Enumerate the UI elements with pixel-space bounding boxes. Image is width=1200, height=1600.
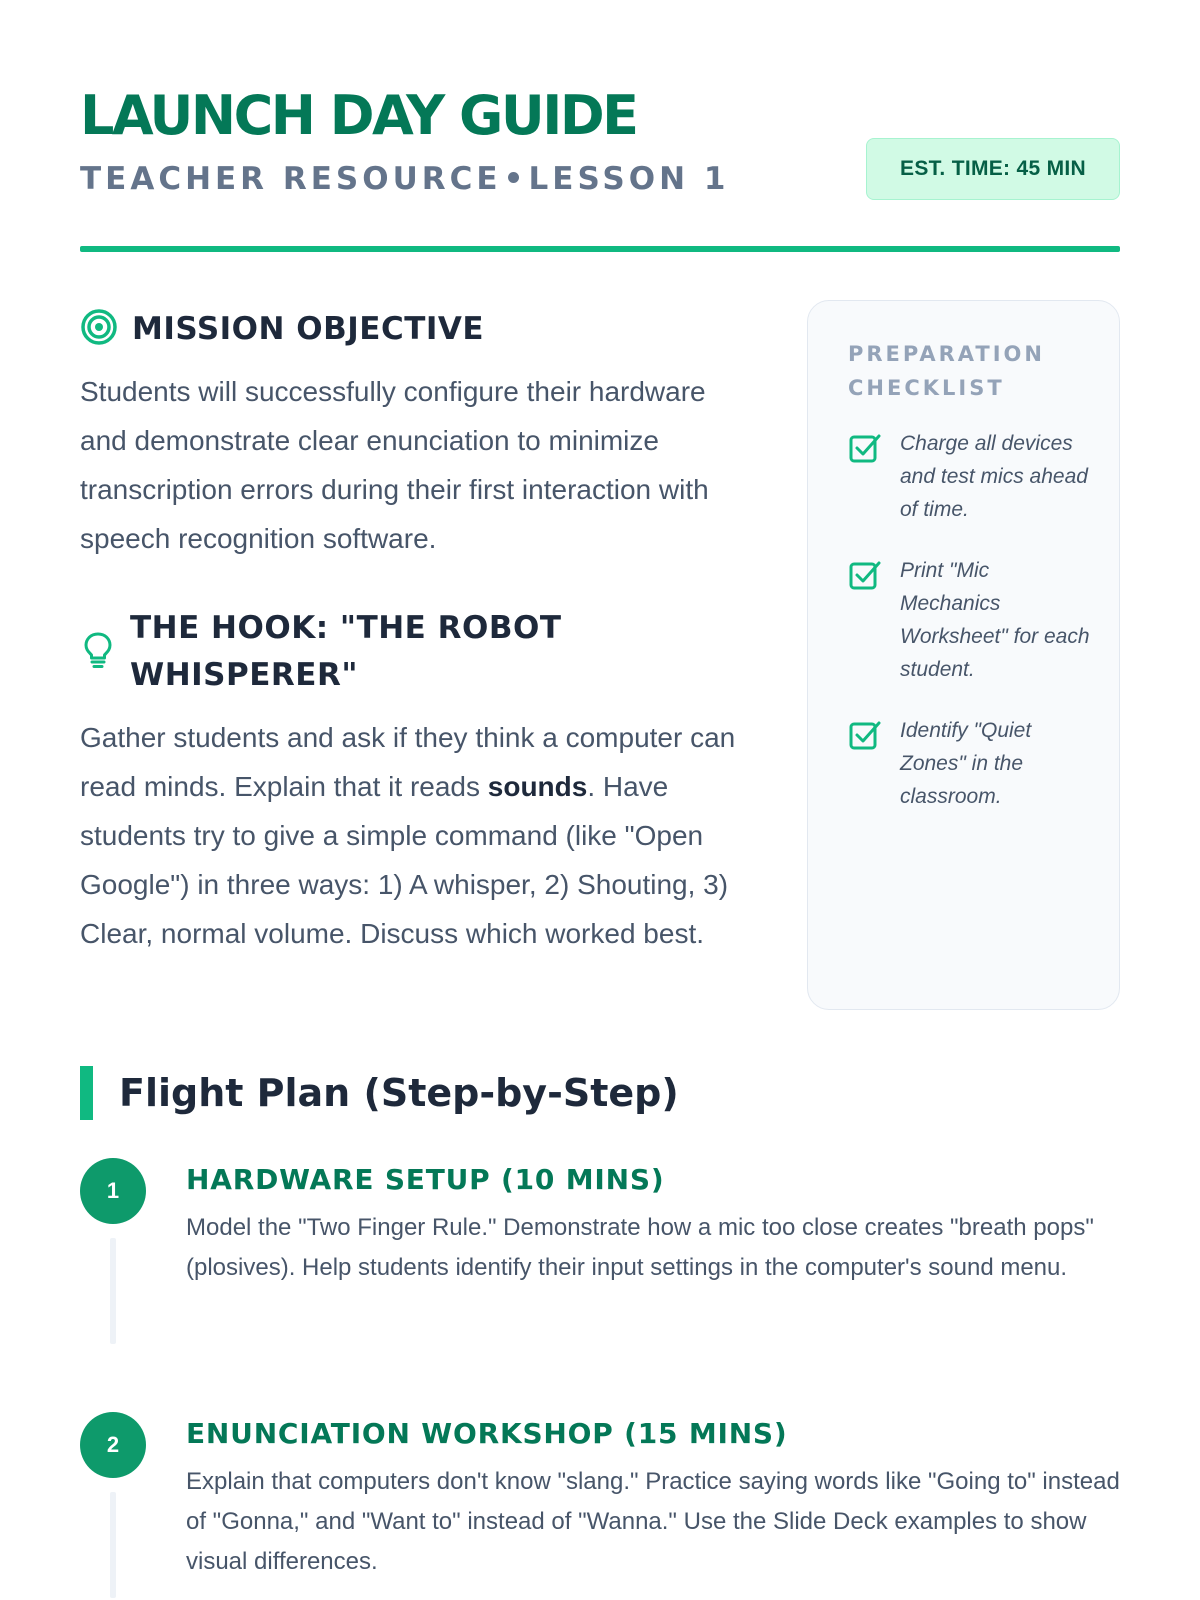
section-accent-bar xyxy=(80,1066,93,1120)
header-divider xyxy=(80,246,1120,252)
checklist-item-text: Charge all devices and test mics ahead of time. xyxy=(900,432,1088,521)
hook-heading: THE HOOK: "THE ROBOT WHISPERER" xyxy=(130,610,562,693)
step-connector-line xyxy=(110,1238,116,1344)
preparation-checklist-card xyxy=(807,300,1120,1010)
page-title: LAUNCH DAY GUIDE xyxy=(80,84,637,147)
hook-text-emphasis: sounds xyxy=(487,771,588,802)
checkbox-checked-icon xyxy=(848,431,882,470)
mission-text: Students will successfully configure their hardware and demonstrate clear enunciation to minimize transcription errors during their first interaction with speech recognition software. xyxy=(80,376,709,554)
time-estimate-badge: EST. TIME: 45 MIN xyxy=(866,138,1120,200)
checkbox-checked-icon xyxy=(848,718,882,757)
hook-text-end: . Have students try to give a simple command (like "Open Google") in three ways: 1) A whisper, 2) Shouting, 3) Clear, normal volume. Discuss which worked best. xyxy=(80,771,729,949)
step-description: Model the "Two Finger Rule." Demonstrate how a mic too close creates "breath pops" (plosives). Help students identify their input settings in the computer's sound menu. xyxy=(186,1214,1094,1281)
subtitle-lesson: LESSON 1 xyxy=(528,161,730,197)
step-title: ENUNCIATION WORKSHOP (15 MINS) xyxy=(186,1417,788,1450)
flight-plan-heading: Flight Plan (Step-by-Step) xyxy=(119,1071,679,1115)
step-number-badge: 1 xyxy=(80,1158,146,1224)
mission-heading: MISSION OBJECTIVE xyxy=(132,311,485,347)
page-header xyxy=(80,86,1120,246)
lightbulb-icon xyxy=(80,630,116,675)
step-connector-line xyxy=(110,1492,116,1598)
step-item xyxy=(80,1158,1120,1368)
target-icon xyxy=(80,308,118,351)
checklist-item xyxy=(848,427,1091,526)
checklist-item-text: Identify "Quiet Zones" in the classroom. xyxy=(900,719,1032,808)
hook-heading-row xyxy=(80,605,760,699)
flight-plan-heading-row xyxy=(80,1066,1120,1120)
step-item xyxy=(80,1412,1120,1600)
checkbox-checked-icon xyxy=(848,558,882,597)
overview-section xyxy=(80,306,1120,1006)
checklist-item xyxy=(848,714,1091,813)
step-number-badge: 2 xyxy=(80,1412,146,1478)
overview-main-column xyxy=(80,306,760,958)
hook-text xyxy=(80,713,760,958)
bullet-dot-icon xyxy=(508,172,519,183)
hook-text-start: Gather students and ask if they think a computer can read minds. Explain that it reads xyxy=(80,722,736,802)
checklist-item xyxy=(848,554,1091,686)
subtitle-resource: TEACHER RESOURCE xyxy=(80,161,502,197)
checklist-title: PREPARATION CHECKLIST xyxy=(848,342,1045,400)
step-title: HARDWARE SETUP (10 MINS) xyxy=(186,1163,665,1196)
step-list xyxy=(80,1158,1120,1600)
step-description: Explain that computers don't know "slang." Practice saying words like "Going to" instead of "Gonna," and "Want to" instead of "Wanna." Use the Slide Deck examples to show visual differences. xyxy=(186,1468,1120,1575)
mission-heading-row xyxy=(80,306,760,353)
checklist-item-text: Print "Mic Mechanics Worksheet" for each student. xyxy=(900,559,1090,681)
